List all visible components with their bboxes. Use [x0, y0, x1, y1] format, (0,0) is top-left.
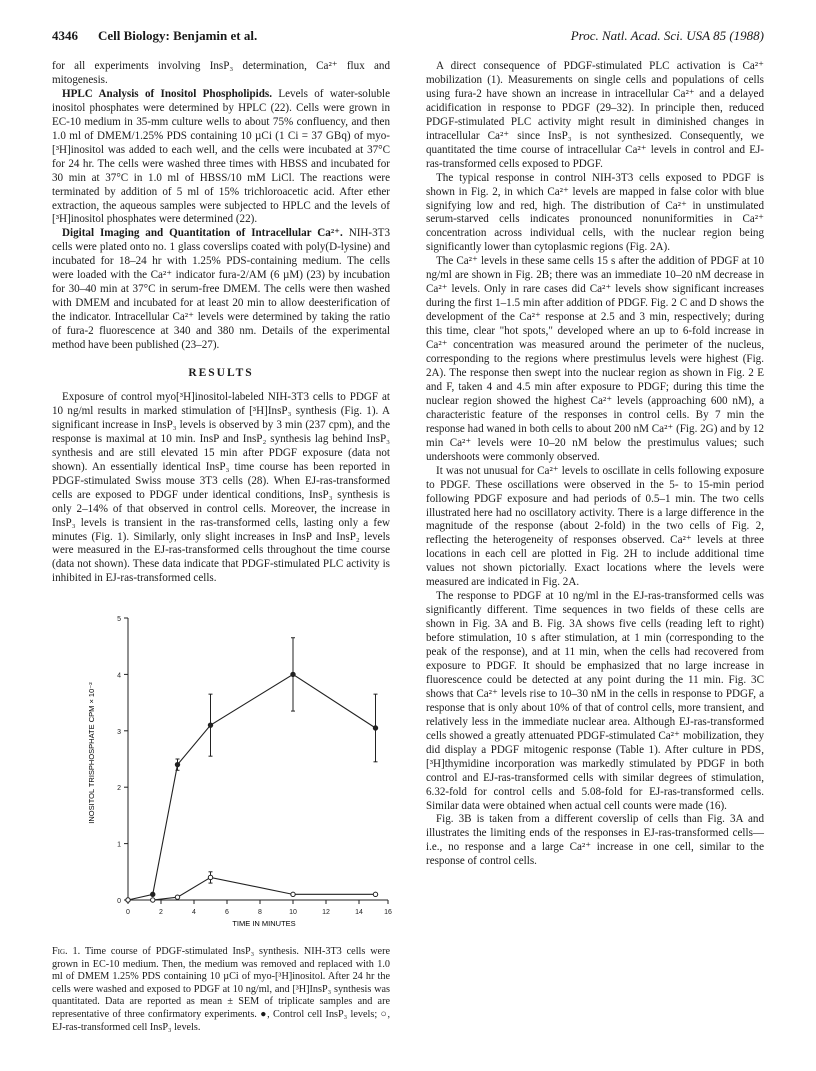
paragraph [52, 227, 390, 353]
results-heading: RESULTS [188, 367, 254, 380]
data-point [208, 723, 212, 727]
data-point [373, 892, 377, 896]
section-heading: HPLC Analysis of Inositol Phospholipids. [62, 87, 273, 100]
caption-text: Time course of PDGF-stimulated InsP₃ synthesis. NIH-3T3 cells were grown in EC-10 medium. Then, the medium was removed and replaced with 1.0 ml of DMEM 1.25% PDS containing 10 µCi of myo-[³H]inositol. After 24 hr the cells were washed and exposed to PDGF at 10 ng/ml, and [³H]InsP₃ synthesis was quantitated. Data are reported as mean ± SEM of triplicate samples and are representative of three confirmatory experiments. ●, Control cell InsP₃ levels; ○, EJ-ras-transformed cell InsP₃ levels. [52, 946, 390, 1033]
data-point [175, 895, 179, 899]
y-axis-label: INOSITOL TRISPHOSPHATE CPM × 10⁻² [87, 682, 96, 824]
y-tick-label: 0 [117, 898, 121, 905]
x-tick-label: 4 [192, 909, 196, 916]
data-point [291, 892, 295, 896]
x-tick-label: 8 [258, 909, 262, 916]
data-point [373, 726, 377, 730]
data-point [291, 672, 295, 676]
y-tick-label: 1 [117, 841, 121, 849]
caption-label: Fig. 1. [52, 946, 81, 957]
left-column [52, 60, 390, 586]
data-point [208, 875, 212, 879]
paragraph: for all experiments involving InsP₃ determination, Ca²⁺ flux and mitogenesis. [52, 60, 390, 86]
x-tick-label: 16 [384, 909, 392, 916]
paragraph: It was not unusual for Ca²⁺ levels to oscillate in cells following exposure to PDGF. These oscillations were observed in the 5- to 15-min period following PDGF exposure and had periods of 0.5–1 min. The two cells illustrated here had no oscillatory activity. There is a large difference in the magnitude of the response (about 2-fold) in the two cells of Fig. 2, reflecting the heterogeneity of responses observed. Ca²⁺ levels at three locations in each cell are plotted in Fig. 2H to include additional time values not shown pictorially. Exact locations where the levels were measured are indicated in Fig. 2A. [426, 464, 764, 589]
data-point [175, 762, 179, 766]
page-number: 4346 [52, 28, 78, 43]
x-tick-label: 14 [355, 909, 363, 916]
data-point [151, 898, 155, 902]
section-heading: Digital Imaging and Quantitation of Intracellular Ca²⁺. [62, 227, 343, 240]
paragraph [52, 88, 390, 228]
data-point [151, 892, 155, 896]
journal-citation: Proc. Natl. Acad. Sci. USA 85 (1988) [570, 28, 764, 43]
x-tick-label: 6 [225, 909, 229, 916]
paragraph: A direct consequence of PDGF-stimulated PLC activation is Ca²⁺ mobilization (1). Measurements on single cells and populations of cells using fura-2 have shown an increase in intracellular Ca²⁺ and a delayed acidification in response to PDGF (29–32). In principle then, reduced PDGF-stimulated PLC activity might result in diminished changes in intracellular Ca²⁺ since InsP₃ is not synthesized. Consequently, we quantitated the time course of intracellular Ca²⁺ levels in control and EJ-ras-transformed cells exposed to PDGF. [426, 60, 764, 170]
series-1-line [128, 674, 376, 900]
inositol-trisphosphate-chart [52, 608, 392, 938]
paragraph-text: NIH-3T3 cells were plated onto no. 1 glass coverslips coated with poly(D-lysine) and incubated for 18–24 hr with 1.25% PDS-containing medium. The cells were loaded with the Ca²⁺ indicator fura-2/AM (6 µM) (23) by incubation for 30–40 min at 37°C in serum-free DMEM. The cells were then washed with DMEM and incubated for at least 20 min to allow deesterification of the indicator. Intracellular Ca²⁺ levels were determined by taking the ratio of fura-2 fluorescence at 340 and 380 nm. Details of the experimental method have been published (23–27). [52, 227, 390, 352]
x-tick-label: 2 [159, 909, 163, 916]
x-tick-label: 0 [126, 909, 130, 916]
paragraph-text: Levels of water-soluble inositol phosphates were determined by HPLC (22). Cells were grown in EC-10 medium in 35-mm culture wells to about 75% confluency, and then 1.0 ml of DMEM/1.25% PDS containing 10 µCi (1 Ci = 37 GBq) of myo-[³H]inositol was added to each well, and the cells were incubated at 37°C for 24 hr. The cells were washed three times with HBSS and incubated for 30 min at 37°C in 1.0 ml of HBSS/10 mM LiCl. The reactions were terminated by addition of 5 ml of 15% trichloroacetic acid. After ether extraction, the aqueous samples were subjected to HPLC and the levels of [³H]inositol phosphates were determined (22). [52, 87, 390, 226]
paragraph: Fig. 3B is taken from a different coverslip of cells than Fig. 3A and illustrates the limiting ends of the responses in EJ-ras-transformed cells—i.e., no response and a large Ca²⁺ increase in one cell, similar to the response of control cells. [426, 813, 764, 868]
figure-1 [52, 608, 392, 938]
paragraph: The response to PDGF at 10 ng/ml in the EJ-ras-transformed cells was significantly different. Time sequences in two fields of these cells are shown in Fig. 3A and B. Fig. 3A shows five cells (reading left to right) before stimulation, 10 s after stimulation, at 1 min (corresponding to the peak of the response), and at 11 min, when the cells had recovered from exposure to PDGF. It should be emphasized that no large increase in fluorescence could be detected at any point during the 11 min. Fig. 3C shows that Ca²⁺ levels rise to 10–30 nM in the cells in response to PDGF, a response that is only about 10% of that of control cells, more transient, and relatively less in the immediate nuclear area. Although EJ-ras-transformed cells showed a greatly attenuated PDGF-stimulated Ca²⁺ mobilization, they did display a PDGF mitogenic response (Table 1). After culture in PDS, [³H]thymidine incorporation was markedly stimulated by PDGF in both control and EJ-ras-transformed cells with similar degrees of stimulation, 6.32-fold for control cells and 5.08-fold for EJ-ras-transformed cells. Similar data were obtained when actual cell counts were made (16). [426, 590, 764, 812]
data-point [126, 898, 130, 902]
x-tick-label: 12 [322, 909, 330, 916]
paragraph: Exposure of control myo[³H]inositol-labeled NIH-3T3 cells to PDGF at 10 ng/ml results in marked stimulation of [³H]InsP₃ synthesis (Fig. 1). A significant increase in InsP₃ levels is observed by 3 min (237 cpm), and the response is maximal at 10 min. InsP and InsP₂ synthesis lag behind InsP₃ synthesis and are still elevated 15 min after PDGF exposure (data not shown). An essentially identical InsP₃ time course has been reported in PDGF-stimulated Swiss mouse 3T3 cells (28). When EJ-ras-transformed cells are exposed to PDGF under identical conditions, InsP₃ synthesis is only 2–14% of that observed in control cells. Moreover, the increase in InsP₃ levels is transient in the ras-transformed cells, lasting only a few minutes (Fig. 1). Similarly, only slight increases in InsP and InsP₂ levels were measured in the EJ-ras-transformed cells throughout the time course (data not shown). These data indicate that PDGF-stimulated PLC activity is inhibited in EJ-ras-transformed cells. [52, 390, 390, 585]
right-column [426, 60, 764, 869]
paragraph: The Ca²⁺ levels in these same cells 15 s after the addition of PDGF at 10 ng/ml are shown in Fig. 2B; there was an immediate 10–20 nM decrease in Ca²⁺ levels. Only in rare cases did Ca²⁺ levels show significant increases during the first 1–1.5 min after addition of PDGF. Fig. 2 C and D shows the development of the Ca²⁺ response at 2.5 and 3 min, respectively; during this time, clear "hot spots," developed where an up to 6-fold increase in Ca²⁺ concentration was measured around the perimeter of the nucleus, corresponding to the regions where prestimulus levels were highest (Fig. 2A). The response then swept into the nuclear region as shown in Fig. 2 E and F, taken 4 and 4.5 min after exposure to PDGF; during this time the nuclear region showed the highest Ca²⁺ levels (approaching 600 nM), a characteristic feature of the responses in control cells. By 7 min the response had waned in both cells to about 200 nM Ca²⁺ (Fig. 2G) and by 12 min Ca²⁺ levels were 10–20 nM below the prestimulus values; such undershoots were commonly observed. [426, 255, 764, 463]
figure-caption [52, 946, 390, 1034]
y-tick-label: 5 [117, 616, 121, 623]
y-tick-label: 2 [117, 785, 121, 793]
x-tick-label: 10 [289, 909, 297, 916]
series-2-line [128, 877, 376, 900]
paragraph: The typical response in control NIH-3T3 cells exposed to PDGF is shown in Fig. 2, in which Ca²⁺ levels are mapped in false color with blue signifying low and red, high. The distribution of Ca²⁺ in unstimulated serum-starved cells indicates pronounced nonuniformities in Ca²⁺ concentration across individual cells, with the nuclear region being significantly lower than cytoplasmic regions (Fig. 2A). [426, 171, 764, 254]
y-tick-label: 3 [117, 728, 121, 736]
page-header [52, 28, 764, 46]
y-tick-label: 4 [117, 672, 121, 680]
x-axis-label: TIME IN MINUTES [232, 919, 296, 928]
running-title: Cell Biology: Benjamin et al. [98, 28, 258, 43]
